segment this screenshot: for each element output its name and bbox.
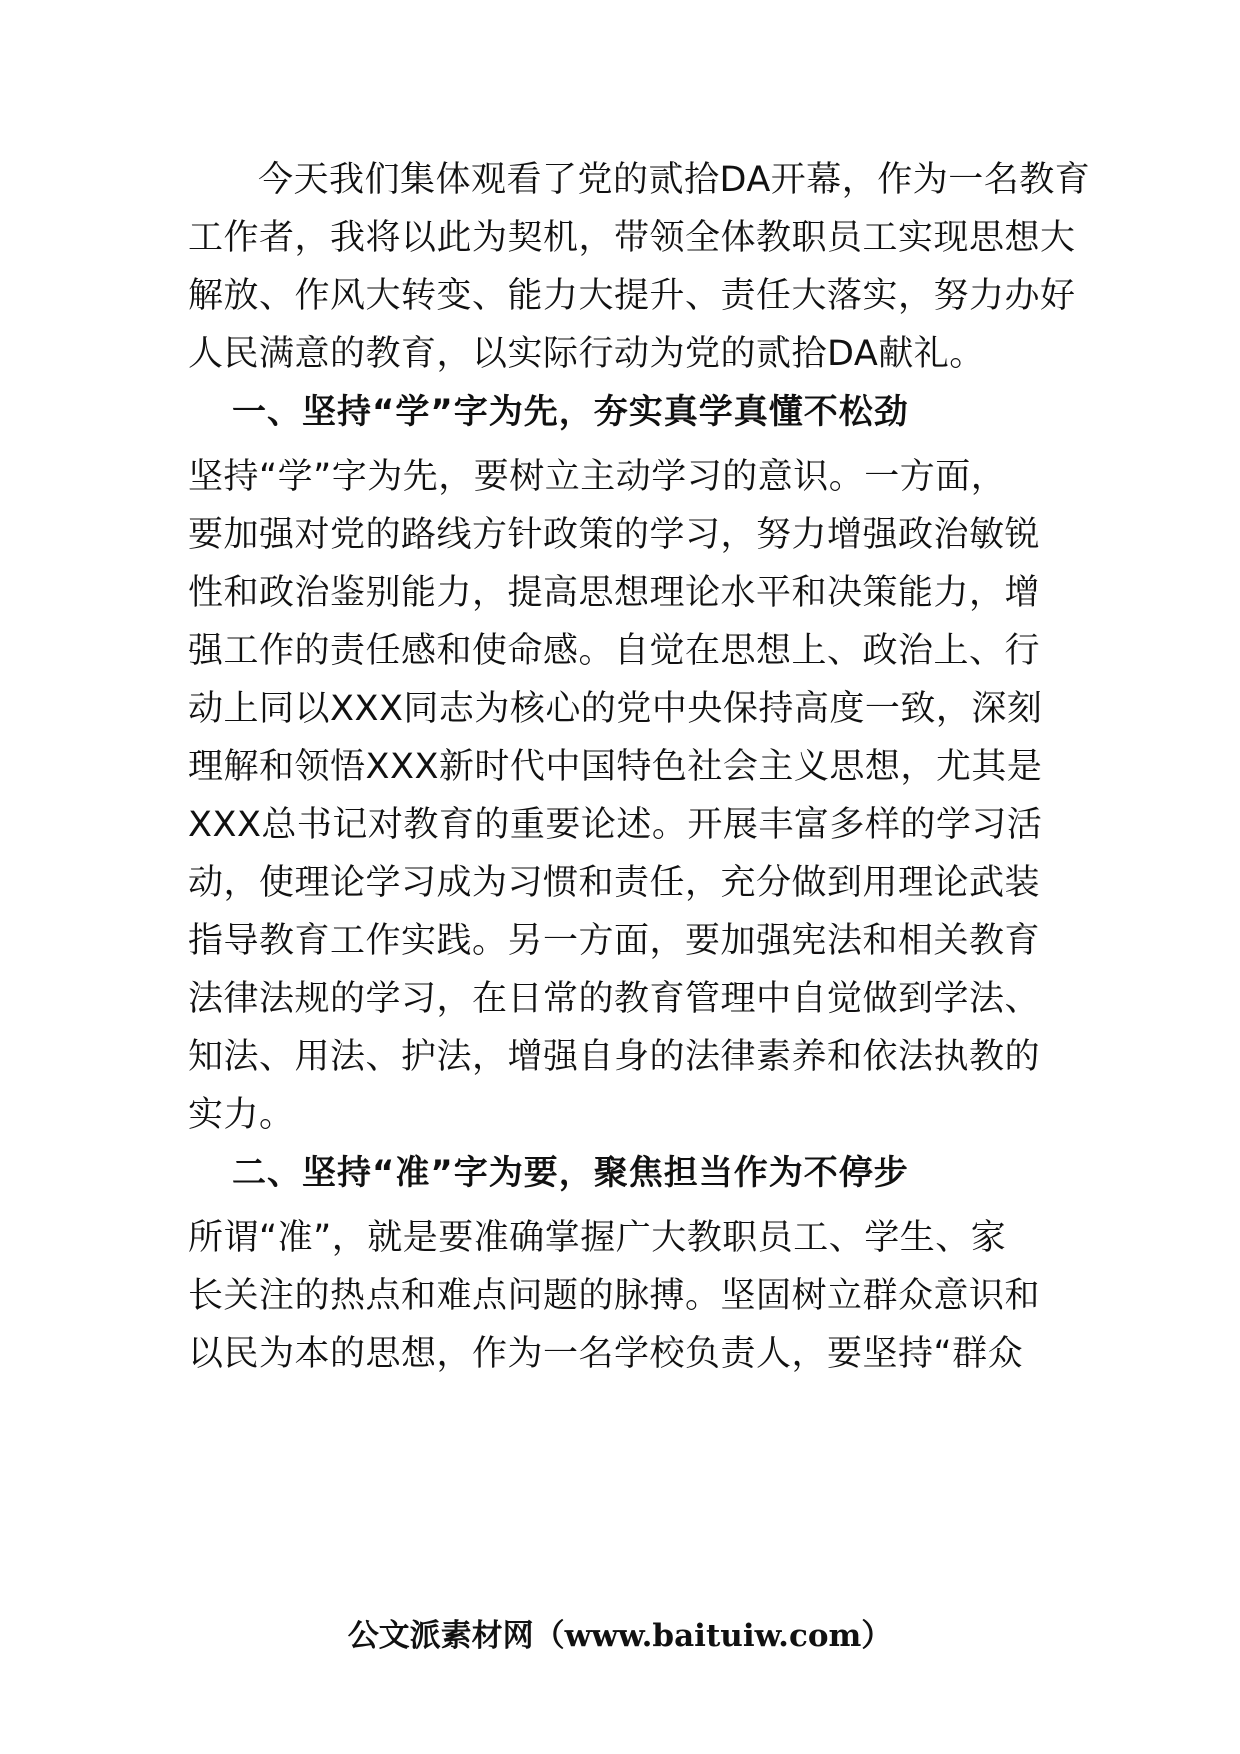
section-1-line: 法律法规的学习，在日常的教育管理中自觉做到学法、 <box>188 979 1041 1019</box>
section-2-line: 以民为本的思想，作为一名学校负责人，要坚持“群众 <box>188 1334 1024 1374</box>
section-1-line: 指导教育工作实践。另一方面，要加强宪法和相关教育 <box>188 921 1041 961</box>
section-2-line: 所谓“准”，就是要准确掌握广大教职员工、学生、家 <box>188 1218 1007 1258</box>
intro-line: 解放、作风大转变、能力大提升、责任大落实，努力办好 <box>188 276 1076 316</box>
section-heading-1: 一、坚持“学”字为先，夯实真学真懂不松劲 <box>232 392 909 432</box>
intro-line: 今天我们集体观看了党的贰拾DA开幕，作为一名教育 <box>258 160 1091 200</box>
section-2-line: 长关注的热点和难点问题的脉搏。坚固树立群众意识和 <box>188 1276 1041 1316</box>
footer-source: 公文派素材网（www.baituiw.com） <box>347 1618 893 1654</box>
section-1-line: 理解和领悟XXX新时代中国特色社会主义思想，尤其是 <box>188 747 1043 787</box>
section-1-line: 坚持“学”字为先，要树立主动学习的意识。一方面， <box>188 457 1007 497</box>
section-1-line: 动上同以XXX同志为核心的党中央保持高度一致，深刻 <box>188 689 1043 729</box>
section-1-line: 动，使理论学习成为习惯和责任，充分做到用理论武装 <box>188 863 1041 903</box>
intro-line: 人民满意的教育，以实际行动为党的贰拾DA献礼。 <box>188 334 985 374</box>
section-heading-2: 二、坚持“准”字为要，聚焦担当作为不停步 <box>232 1153 909 1193</box>
section-1-line: 知法、用法、护法，增强自身的法律素养和依法执教的 <box>188 1037 1041 1077</box>
section-1-line: 要加强对党的路线方针政策的学习，努力增强政治敏锐 <box>188 515 1041 555</box>
intro-line: 工作者，我将以此为契机，带领全体教职员工实现思想大 <box>188 218 1076 258</box>
section-1-line: 性和政治鉴别能力，提高思想理论水平和决策能力，增 <box>188 573 1041 613</box>
section-1-line: 实力。 <box>188 1095 295 1135</box>
section-1-line: 强工作的责任感和使命感。自觉在思想上、政治上、行 <box>188 631 1041 671</box>
section-1-line: XXX总书记对教育的重要论述。开展丰富多样的学习活 <box>188 805 1043 845</box>
